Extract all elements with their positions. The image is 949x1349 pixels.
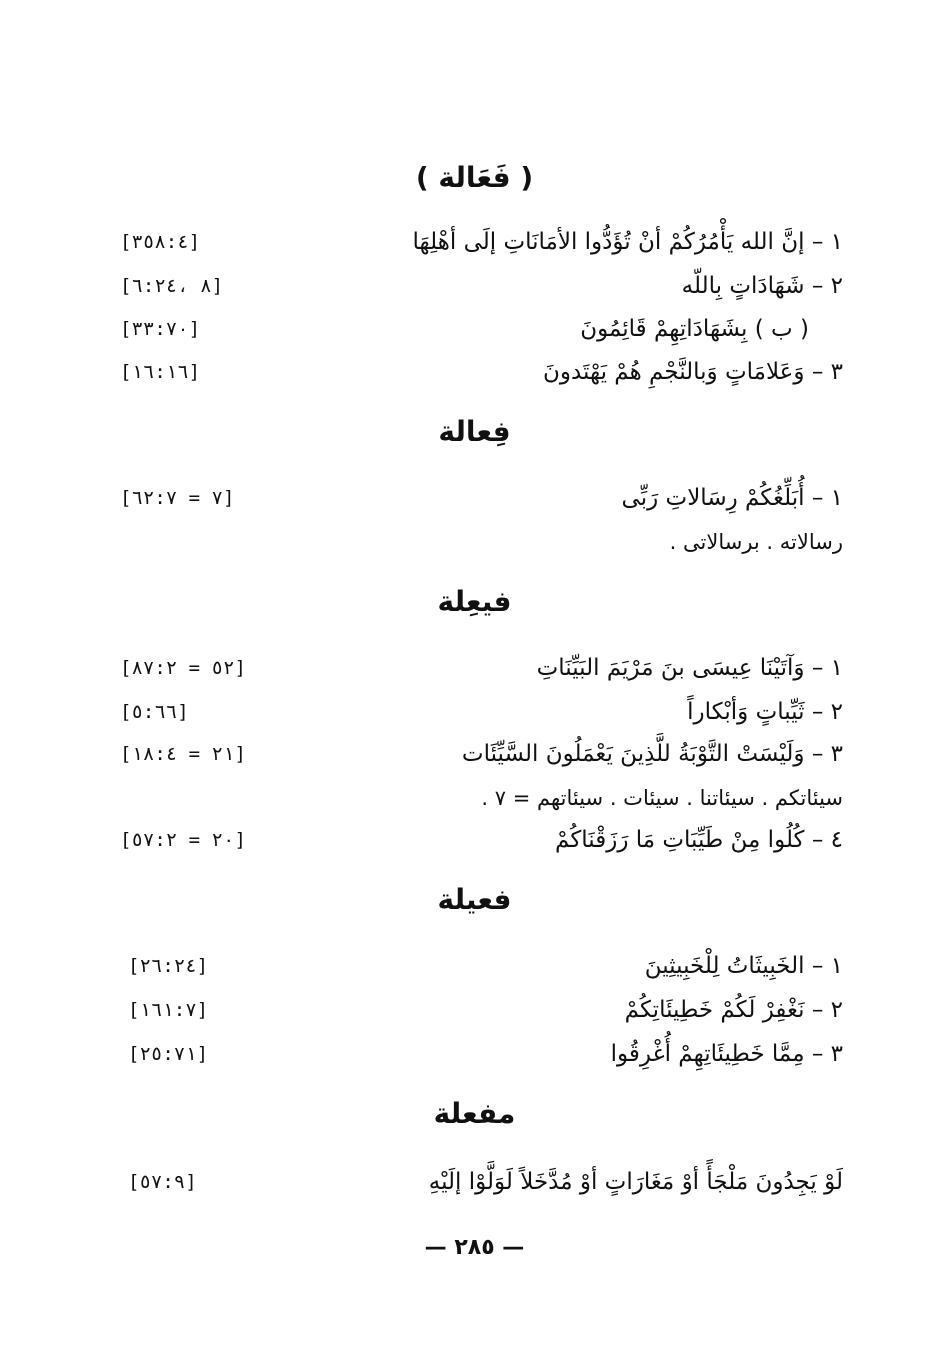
verse-text: ٤ – كُلُوا مِنْ طَيِّبَاتِ مَا رَزَقْنَاكُمْ <box>555 827 843 853</box>
note-line <box>120 778 843 818</box>
note-text: رسالاته . برسالاتى . <box>669 530 843 554</box>
verse-line <box>120 266 843 306</box>
verse-reference: [٥٢ = ٨٧:٢] <box>120 657 246 679</box>
verse-text: ١ – وَآتَيْنَا عِيسَى بنَ مَرْيَمَ البَيِّنَاتِ <box>536 655 843 681</box>
verse-text: ٣ – وَلَيْسَتْ التَّوْبَةُ للَّذِينَ يَعْمَلُونَ السَّيِّئَات <box>461 741 843 767</box>
verse-line <box>120 734 843 774</box>
verse-text: لَوْ يَجِدُونَ مَلْجَأً أوْ مَغَارَاتٍ أوْ مُدَّخَلاً لَوَلَّوْا إلَيْهِ <box>428 1169 843 1195</box>
verse-line <box>120 648 843 688</box>
verse-reference: [٣٣:٧٠] <box>120 318 201 340</box>
verse-text: ١ – الخَبِيثَاتُ لِلْخَبِيثِينَ <box>644 953 843 979</box>
section-heading-faaala: ( فَعَالة ) <box>415 161 534 194</box>
verse-reference: [٧ = ٦٢:٧] <box>120 487 235 509</box>
section-heading-faeela: فعيلة <box>437 883 512 916</box>
verse-line <box>120 1034 843 1074</box>
verse-reference: [٥٧:٩] <box>128 1171 197 1193</box>
verse-text: ٢ – نَغْفِرْ لَكُمْ خَطِيئَاتِكُمْ <box>624 997 843 1023</box>
verse-line <box>120 990 843 1030</box>
verse-reference: [١٦١:٧] <box>128 999 209 1021</box>
verse-reference: [٣٥٨:٤] <box>120 231 201 253</box>
note-line <box>120 522 843 562</box>
note-text: سيئاتكم . سيئاتنا . سيئات . سيئاتهم = ٧ . <box>481 786 843 810</box>
verse-reference: [٢١ = ١٨:٤] <box>120 743 246 765</box>
verse-reference: [٥:٦٦] <box>120 701 189 723</box>
verse-text: ٢ – شَهَادَاتٍ بِاللّه <box>681 273 843 299</box>
verse-line <box>120 352 843 392</box>
verse-reference: [١٦:١٦] <box>120 361 201 383</box>
verse-text: ( ب ) بِشَهَادَاتِهِمْ قَائِمُونَ <box>580 316 809 342</box>
verse-line <box>120 222 843 262</box>
section-heading-fiaala: فِعالة <box>438 415 511 448</box>
verse-reference: [٢٦:٢٤] <box>128 955 209 977</box>
verse-line <box>120 946 843 986</box>
verse-line <box>120 478 843 518</box>
verse-text: ١ – أُبَلِّغُكُمْ رِسَالاتِ رَبِّى <box>621 485 843 511</box>
verse-line <box>120 1162 843 1202</box>
verse-reference: [٢٠ = ٥٧:٢] <box>120 829 246 851</box>
verse-line <box>120 820 843 860</box>
page-number: — ٢٨٥ — <box>424 1235 525 1260</box>
section-heading-mafala: مفعلة <box>433 1097 516 1130</box>
verse-line <box>120 309 843 349</box>
section-heading-fayila: فيعِلة <box>437 585 512 618</box>
verse-reference: [٨ ،٦:٢٤] <box>120 275 224 297</box>
verse-reference: [٢٥:٧١] <box>128 1043 209 1065</box>
verse-text: ٢ – ثَيِّباتٍ وَأبْكاراً <box>687 699 843 725</box>
verse-text: ١ – إنَّ الله يَأْمُرُكُمْ أنْ تُؤَدُّوا الأمَانَاتِ إلَى أهْلِهَا <box>412 229 843 255</box>
verse-line <box>120 692 843 732</box>
verse-text: ٣ – مِمَّا خَطِيئَاتِهِمْ أُغْرِقُوا <box>610 1041 843 1067</box>
verse-text: ٣ – وَعَلامَاتٍ وَبالنَّجْمِ هُمْ يَهْتَدونَ <box>542 359 843 385</box>
